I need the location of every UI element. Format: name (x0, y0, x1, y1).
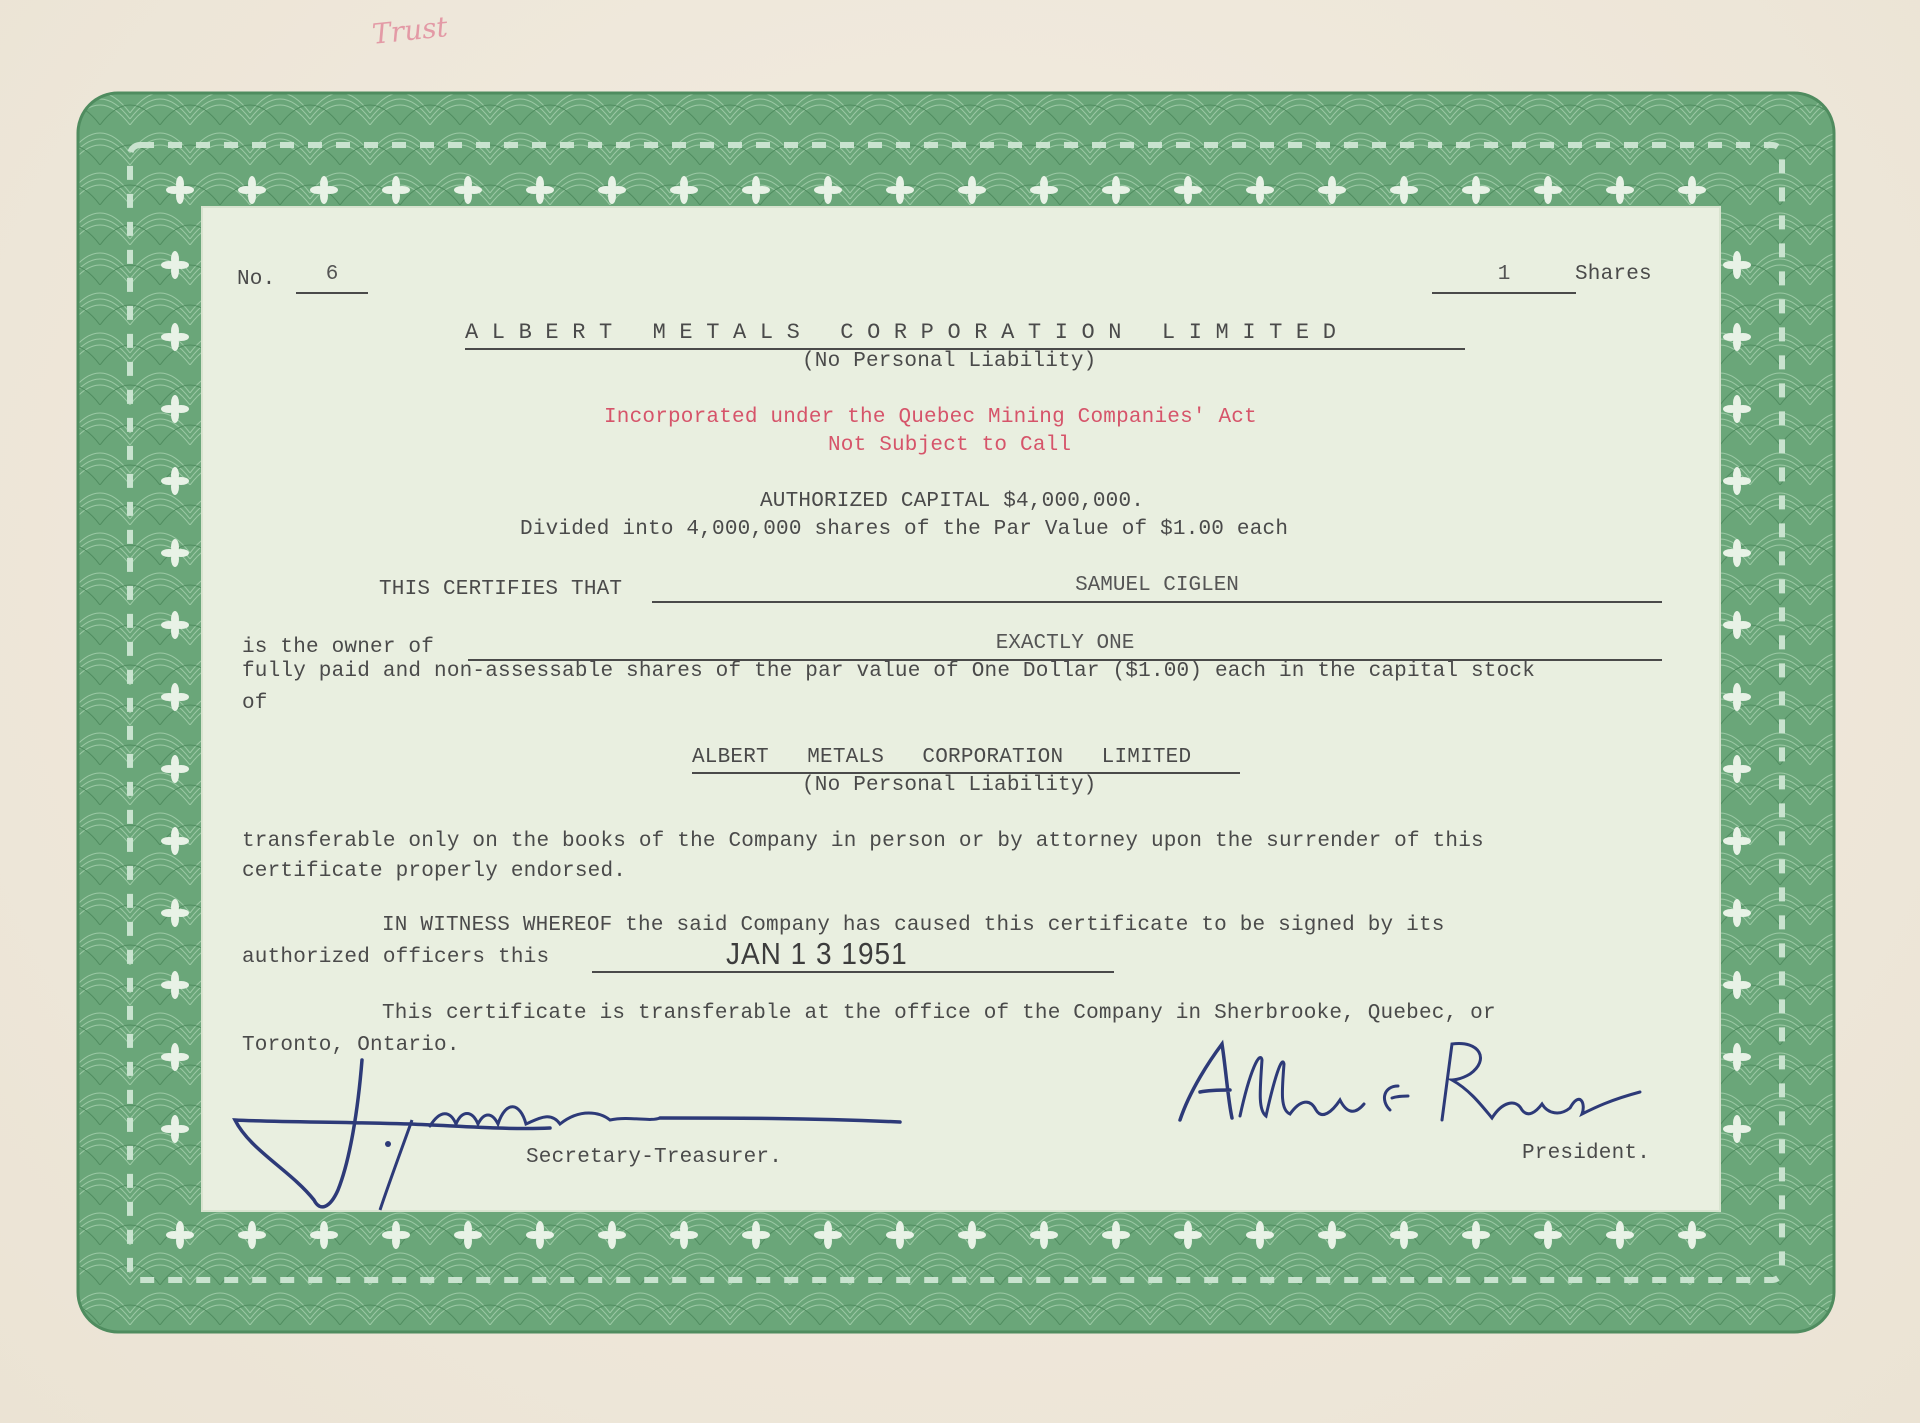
not-subject-note: Not Subject to Call (828, 434, 1072, 457)
share-count-underline (1432, 292, 1576, 294)
liability-note: (No Personal Liability) (802, 350, 1097, 373)
holder-underline (652, 601, 1662, 603)
holder-name: SAMUEL CIGLEN (1075, 574, 1239, 597)
shares-label: Shares (1575, 263, 1652, 286)
transferable-line-2: certificate properly endorsed. (242, 860, 627, 883)
authorized-capital: AUTHORIZED CAPITAL $4,000,000. (760, 490, 1145, 513)
secretary-signature (230, 1040, 910, 1220)
fully-paid-text: fully paid and non-assessable shares of the par value of One Dollar ($1.00) each in the capital stock (242, 660, 1536, 683)
liability-note-2: (No Personal Liability) (802, 774, 1097, 797)
company-title: A L B E R T M E T A L S C O R P O R A T I O N L I M I T E D (465, 320, 1337, 345)
witness-line-1: IN WITNESS WHEREOF the said Company has caused this certificate to be signed by its (382, 914, 1445, 937)
date-stamp: JAN 1 3 1951 (726, 936, 908, 971)
transferable-line-1: transferable only on the books of the Company in person or by attorney upon the surrender of this (242, 830, 1484, 853)
witness-line-2: authorized officers this (242, 946, 550, 969)
president-signature (1170, 1030, 1650, 1140)
owner-label: is the owner of (242, 636, 435, 659)
incorporation-note: Incorporated under the Quebec Mining Companies' Act (604, 406, 1257, 429)
divided-note: Divided into 4,000,000 shares of the Par Value of $1.00 each (520, 518, 1289, 541)
president-title: President. (1522, 1142, 1651, 1165)
date-underline (592, 971, 1114, 973)
company-name: ALBERT METALS CORPORATION LIMITED (692, 746, 1192, 769)
office-line-1: This certificate is transferable at the office of the Company in Sherbrooke, Quebec, or (382, 1002, 1496, 1025)
office-line-2: Toronto, Ontario. (242, 1034, 460, 1057)
share-quantity: EXACTLY ONE (995, 632, 1135, 655)
share-count: 1 (1497, 263, 1511, 286)
pencil-annotation: Trust (370, 10, 450, 51)
secretary-title: Secretary-Treasurer. (526, 1146, 783, 1169)
number-label: No. (237, 268, 276, 291)
certifies-label: THIS CERTIFIES THAT (379, 578, 623, 601)
of-text: of (242, 692, 268, 715)
certificate-number: 6 (325, 263, 339, 286)
number-underline (296, 292, 368, 294)
